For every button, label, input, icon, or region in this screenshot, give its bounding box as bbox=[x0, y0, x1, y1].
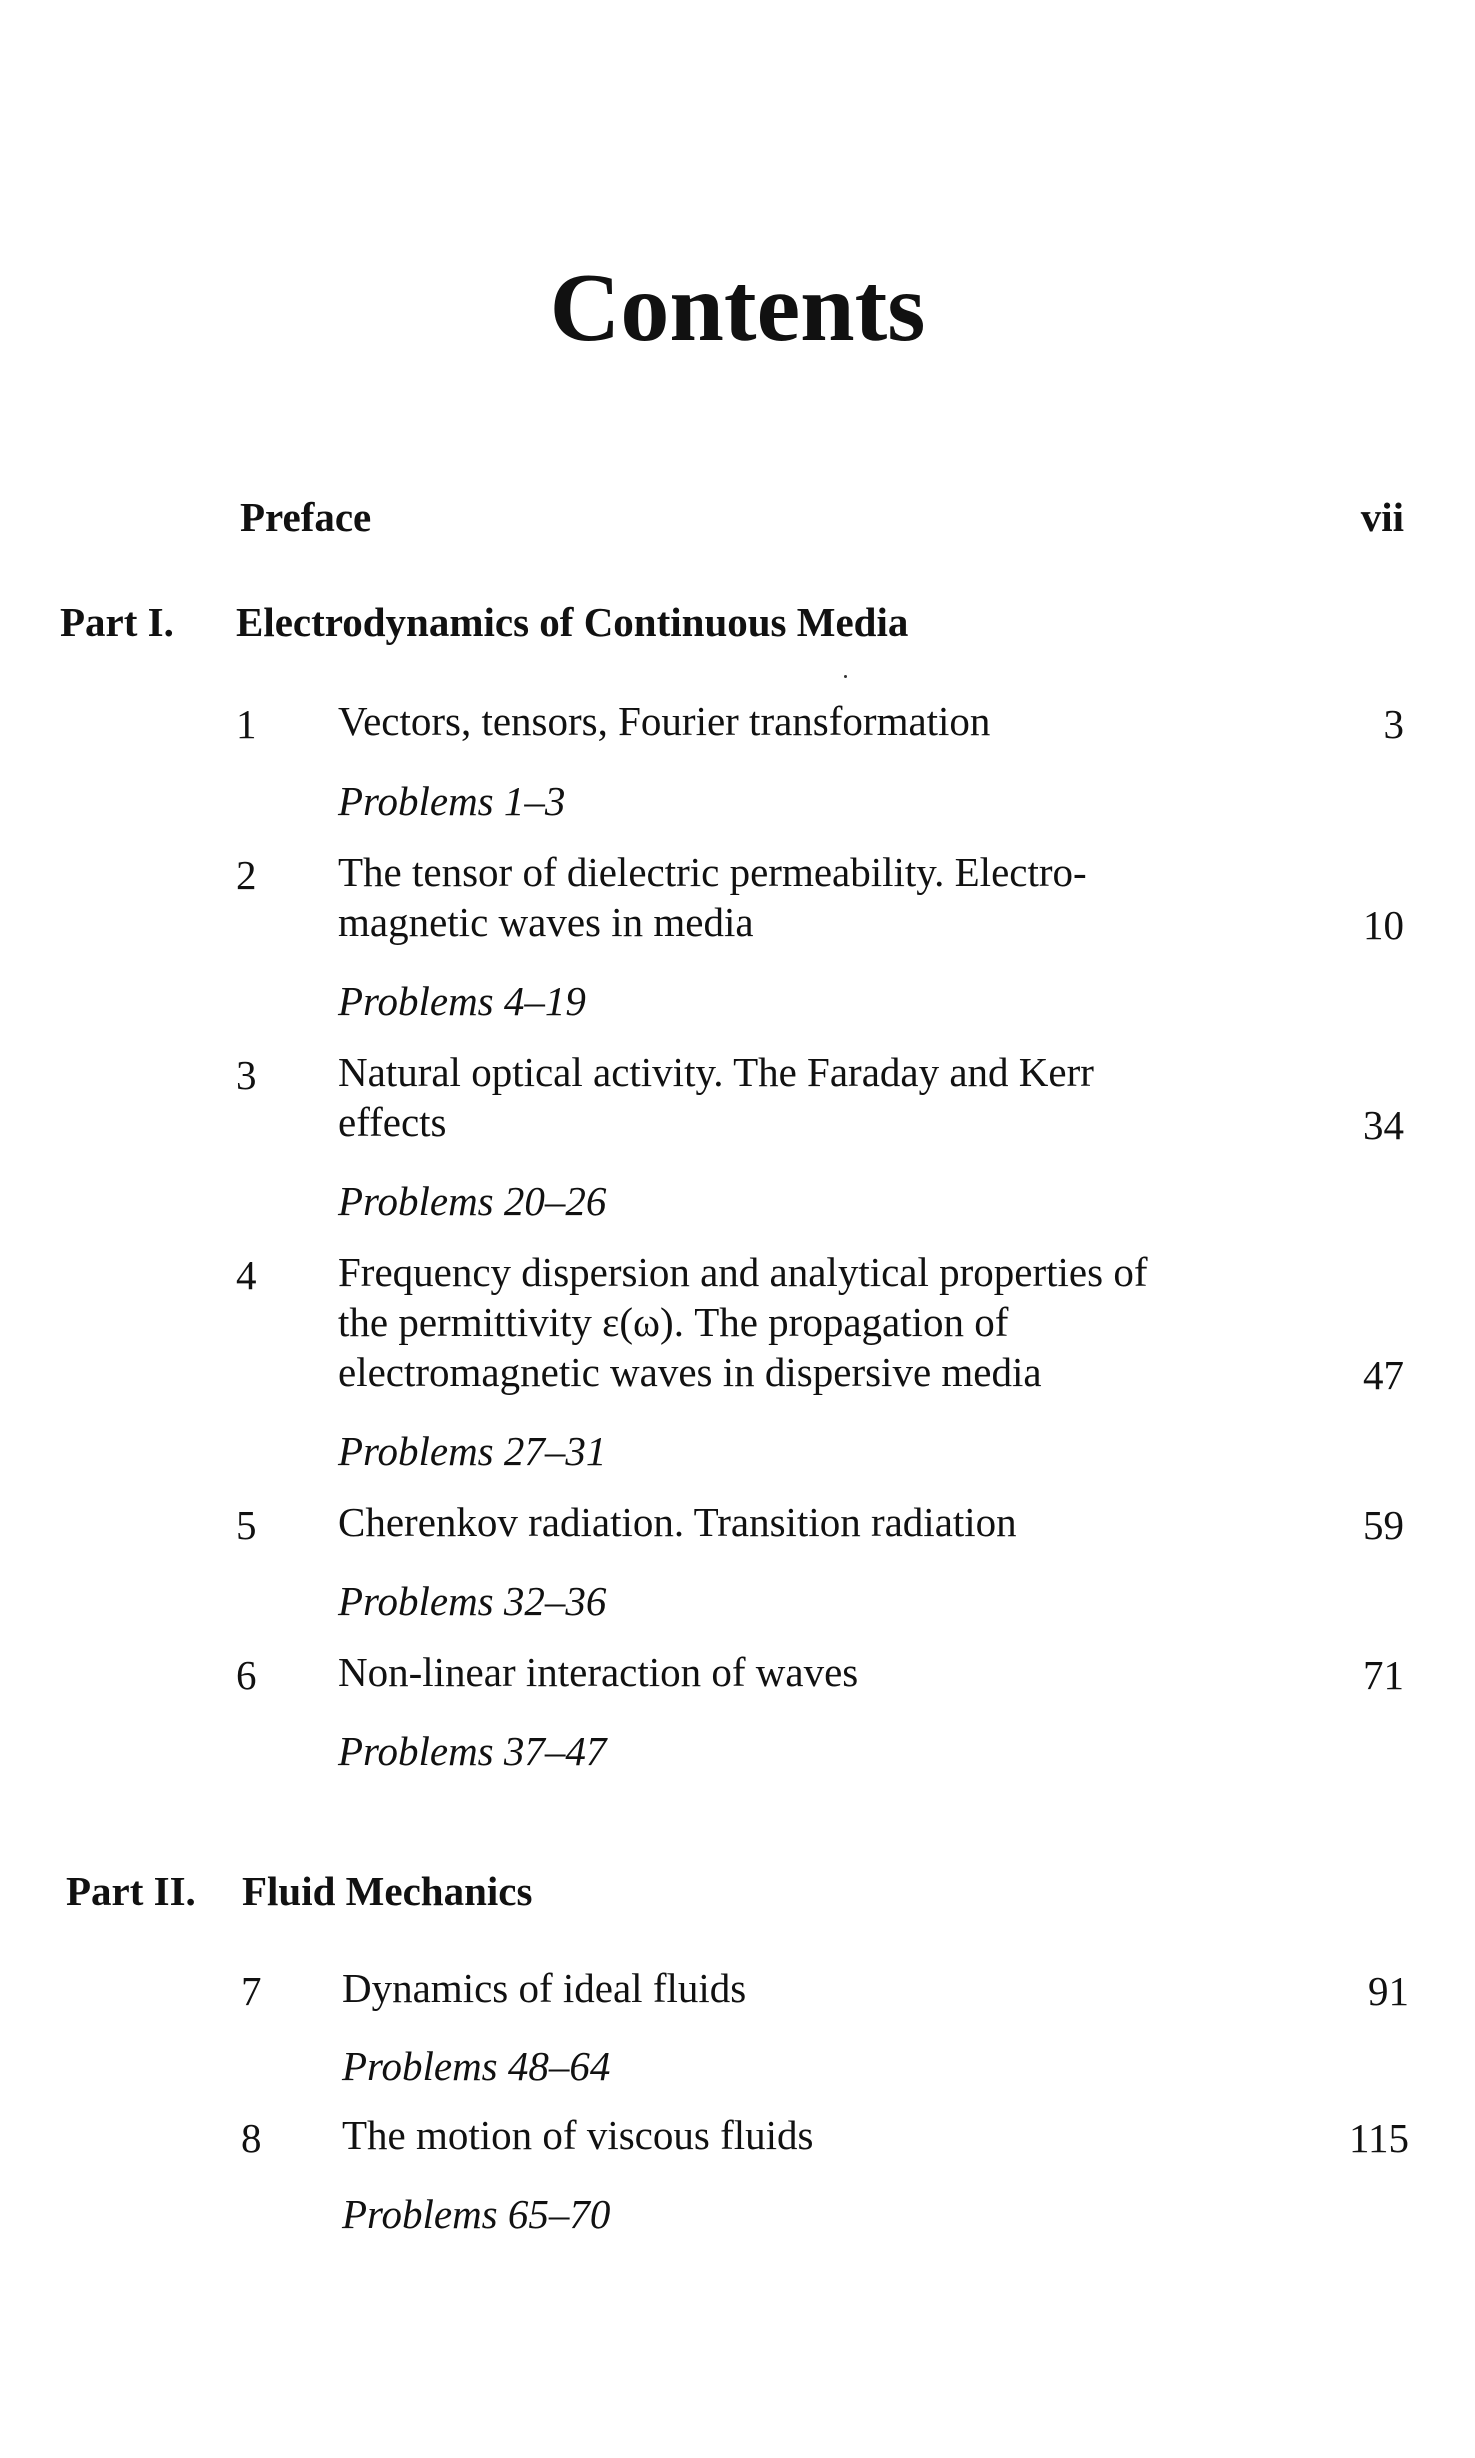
chapter-6-number: 6 bbox=[236, 1652, 257, 1698]
chapter-8-page: 115 bbox=[1349, 2115, 1409, 2161]
part-2-label: Part II. bbox=[66, 1868, 196, 1914]
chapter-4-number: 4 bbox=[236, 1252, 257, 1298]
chapter-6-title[interactable] bbox=[338, 1647, 858, 1697]
chapter-2-title[interactable] bbox=[338, 847, 1087, 947]
chapter-1-number: 1 bbox=[236, 701, 257, 747]
chapter-6-problems[interactable]: Problems 37–47 bbox=[338, 1728, 607, 1774]
chapter-6-title-line-1: Non-linear interaction of waves bbox=[338, 1649, 859, 1695]
chapter-7-problems[interactable]: Problems 48–64 bbox=[342, 2043, 611, 2089]
chapter-3-title[interactable] bbox=[338, 1047, 1094, 1147]
chapter-5-title-line-1: Cherenkov radiation. Transition radiation bbox=[338, 1499, 1017, 1545]
chapter-2-title-line-1: The tensor of dielectric permeability. Electro- bbox=[338, 849, 1087, 895]
chapter-5-title[interactable] bbox=[338, 1497, 1017, 1547]
chapter-7-number: 7 bbox=[241, 1968, 262, 2014]
chapter-5-page: 59 bbox=[1363, 1502, 1404, 1548]
chapter-8-title-line-1: The motion of viscous fluids bbox=[342, 2112, 814, 2158]
chapter-4-title-line-3: electromagnetic waves in dispersive media bbox=[338, 1349, 1042, 1395]
chapter-7-page: 91 bbox=[1368, 1968, 1409, 2014]
chapter-6-page: 71 bbox=[1363, 1652, 1404, 1698]
chapter-4-title[interactable] bbox=[338, 1247, 1148, 1397]
chapter-4-title-line-2: the permittivity ε(ω). The propagation of bbox=[338, 1299, 1009, 1345]
chapter-7-title[interactable] bbox=[342, 1963, 746, 2013]
chapter-4-problems[interactable]: Problems 27–31 bbox=[338, 1428, 607, 1474]
part-1-label: Part I. bbox=[60, 599, 174, 645]
chapter-3-title-line-1: Natural optical activity. The Faraday and Kerr bbox=[338, 1049, 1094, 1095]
chapter-2-title-line-2: magnetic waves in media bbox=[338, 899, 754, 945]
chapter-3-problems[interactable]: Problems 20–26 bbox=[338, 1178, 607, 1224]
chapter-5-number: 5 bbox=[236, 1502, 257, 1548]
chapter-1-title-line-1: Vectors, tensors, Fourier transformation bbox=[338, 698, 991, 744]
part-1-title[interactable]: Electrodynamics of Continuous Media bbox=[236, 599, 909, 645]
chapter-8-title[interactable] bbox=[342, 2110, 813, 2160]
chapter-1-problems[interactable]: Problems 1–3 bbox=[338, 778, 566, 824]
chapter-2-page: 10 bbox=[1363, 902, 1404, 948]
chapter-1-page: 3 bbox=[1383, 701, 1404, 747]
preface-label[interactable]: Preface bbox=[240, 494, 372, 540]
chapter-5-problems[interactable]: Problems 32–36 bbox=[338, 1578, 607, 1624]
part-2-title[interactable]: Fluid Mechanics bbox=[242, 1868, 533, 1914]
chapter-2-problems[interactable]: Problems 4–19 bbox=[338, 978, 586, 1024]
chapter-4-page: 47 bbox=[1363, 1352, 1404, 1398]
print-speck bbox=[844, 675, 847, 678]
chapter-8-number: 8 bbox=[241, 2115, 262, 2161]
page-title: Contents bbox=[549, 254, 926, 362]
chapter-4-title-line-1: Frequency dispersion and analytical properties of bbox=[338, 1249, 1148, 1295]
chapter-8-problems[interactable]: Problems 65–70 bbox=[342, 2191, 611, 2237]
chapter-2-number: 2 bbox=[236, 852, 257, 898]
chapter-7-title-line-1: Dynamics of ideal fluids bbox=[342, 1965, 747, 2011]
chapter-3-title-line-2: effects bbox=[338, 1099, 447, 1145]
chapter-1-title[interactable] bbox=[338, 696, 990, 746]
chapter-3-number: 3 bbox=[236, 1052, 257, 1098]
chapter-3-page: 34 bbox=[1363, 1102, 1404, 1148]
preface-page-number: vii bbox=[1360, 494, 1404, 540]
